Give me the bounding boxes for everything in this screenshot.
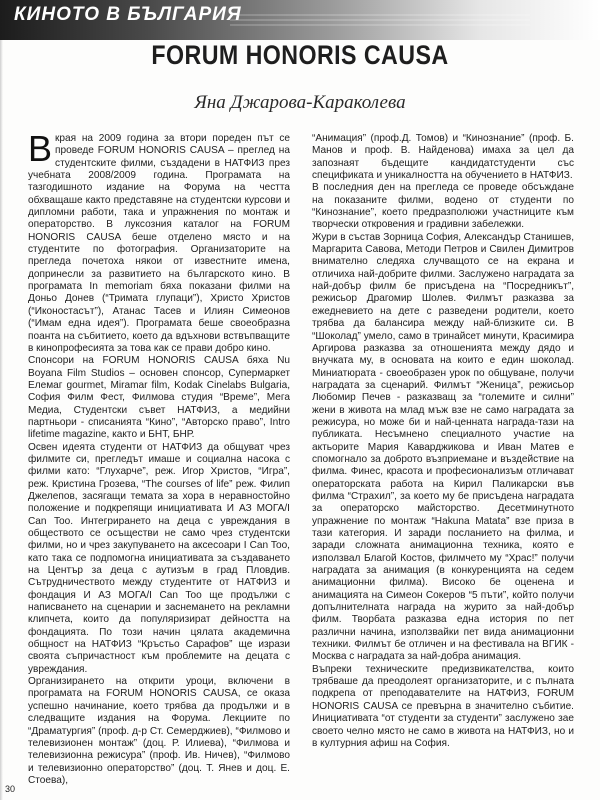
paragraph: Спонсори на FORUM HONORIS CAUSA бяха Nu Boyana Film Studios – основен спонсор, Супермаркет Елемаг gourmet, Miramar film, Kodak Cinelabs Bulgaria, София Филм Фест, Филмова студия “Време”, Мега Медиа, Студентски съвет НАТФИЗ, а медийни партньори - списанията “Кино”, “Авторско право”, Intro lifetime magazine, както и БНТ, БНР. [28,355,290,441]
section-header-band [0,0,600,40]
page-number: 30 [5,784,16,794]
section-label: КИНОТО В БЪЛГАРИЯ [14,4,242,25]
paragraph: В последния ден на прегледа се проведе обсъждане на показаните филми, водено от студенти по “Кинознание”, което предразполюжи участниците към творчески откровения и градивни забележки. [312,182,574,231]
paragraph: Освен идеята студенти от НАТФИЗ да общуват чрез филмите си, прегледът имаше и социална насока с филми като: “Глухарче”, реж. Игор Христов, “Игра”, реж. Кристина Грозева, “The courses of life” реж. Филип Джелепов, засягащи темата за хора в неравностойно положение и подкрепящи инициативата И АЗ МОГА/I Can Too. Интегрирането на деца с увреждания в обществото се осъществи не само чрез студентски филми, но и чрез закупуването на аксесоари I Can Too, като така се подпомогна инициативата за създаването на Център за деца с аутизъм в град Пловдив. Сътрудничеството между студентите от НАТФИЗ и фондация И АЗ МОГА/I Can Too ще продължи с написването на сценарии и заснемането на рекламни клипчета, които да популяризират дейността на фондацията. По този начин цялата академична общност на НАТФИЗ “Кръстьо Сарафов” ще изрази своята съпричастност към проблемите на децата с увреждания. [28,441,290,675]
article-author: Яна Джарова-Караколева [194,92,406,113]
paragraph [28,128,290,355]
article-title: FORUM HONORIS CAUSA [151,40,449,70]
paragraph-text: края на 2009 година за втори пореден път се проведе FORUM HONORIS CAUSA – преглед на студентските филми, създадени в НАТФИЗ през учебната 2008/2009 година. Програмата на тазгодишното издание на Форума на честта обхващаше както представяне на студентски курсови и дипломни работи, така и упражнения по монтаж и операторство. В луксозния каталог на FORUM HONORIS CAUSA беше отделено място и на студентите по фотография. Организаторите на прегледа почетоха някои от известните имена, допринесли за развитието на българското кино. В програмата In memoriam бяха показани филми на Доньо Донев (“Тримата глупаци”), Христо Христов (“Иконостасът”), Атанас Тасев и Илиян Симеонов (“Имам една идея”). Програмата беше своеобразна поанта на събитието, което да вдъхнови вствъпващите в кинопрофесията за това как се прави добро кино. [28,133,290,354]
paragraph: Организирането на открити уроци, включени в програмата на FORUM HONORIS CAUSA, се оказа успешно начинание, което трябва да продължи и в следващите издания на Форума. Лекциите по “Драматургия” (проф. д-р Ст. Семерджиев), “Филмово и телевизионен монтаж” (доц. Р. Илиева), “Филмова и телевизионна режисура” (проф. Ив. Ничев), “Филмово и телевизионно операторство” (доц. Т. Янев и доц. Е. Стоева), [28,676,290,786]
header-decoration [230,14,530,34]
paragraph: Жури в състав Зорница София, Александър Станишев, Маргарита Савова, Методи Петров и Свилен Димитров внимателно следяха случващото се на екрана и отличиха най-добрите филми. Заслужено наградата за най-добър филм бе присъдена на “Посредникът”, режисьор Драгомир Шолев. Филмът разказва за ежедневието на дете с разведени родители, което трябва да балансира между най-близките си. В “Шоколад” умело, само в тринайсет минути, Красимира Аргирова разказва за отношенията между дядо и внучката му, в основата на които е един шоколад. Миниатюрата - своеобразен урок по общуване, получи наградата за сценарий. Филмът “Женица”, режисьор Любомир Печев - разказващ за “големите и силни” жени в живота на млад мъж взе не само наградата за режисура, но може би и най-ценната награда-тази на публиката. Несъмнено специалното участие на актьорите Мария Каварджикова и Иван Матев е спомогнало за доброто възприемане и въздействие на филма. Финес, красота и професионализъм отличават операторската работа на Кирил Паликарски във филма “Страхил”, за което му бе присъдена наградата за операторско майсторство. Десетминутното упражнение по монтаж “Hakuna Matata” взе приза в тази категория. И заради посланието на филма, и заради сложната анимационна техника, която е използвал Благой Костов, филмчето му “Храс!” получи наградата за анимация (в конкуренцията на седем анимационни филма). Високо бе оценена и анимацията на Симеон Сокеров “5 пъти”, който получи допълнителната награда на журито за най-добър филм. Творбата разказва една история по пет различни начина, използвайки пет вида анимационни техники. Филмът бе отличен и на фестивала на ВГИК - Москва с наградата за най-добра анимация. [312,231,574,663]
paragraph: “Анимация” (проф.Д. Томов) и “Кинознание” (проф. Б. Манов и проф. В. Найденова) имаха за цел да запознаят бъдещите кандидатстуденти със спецификата и уникалността на обучението в НАТФИЗ. [312,133,574,182]
right-column [312,133,574,750]
left-column [28,128,290,787]
page-binding-shadow [0,40,3,800]
paragraph: Въпреки техническите предизвикателства, които трябваше да преодолеят организаторите, и с пълната подкрепа от преподавателите на НАТФИЗ, FORUM HONORIS CAUSA се превърна в значително събитие. Инициативата “от студенти за студенти” заслужено зае своето челно място не само в живота на НАТФИЗ, но и в културния афиш на София. [312,663,574,749]
drop-cap: В [28,128,53,169]
